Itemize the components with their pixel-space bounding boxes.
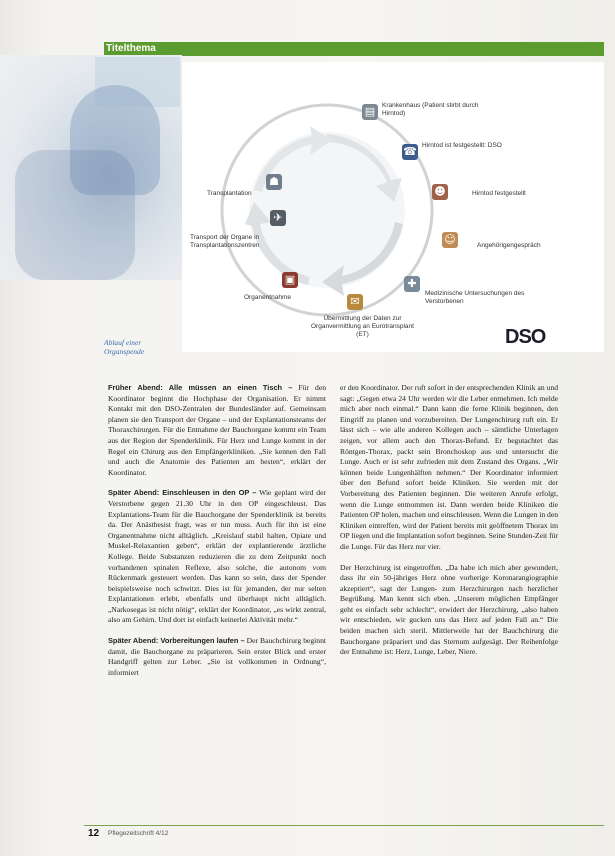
organ-donation-cycle-diagram <box>182 62 604 352</box>
footer-rule <box>84 825 604 826</box>
dso-logo: DSO <box>505 326 546 348</box>
surgeon-photo <box>0 55 182 280</box>
section-title: Titelthema <box>106 43 156 54</box>
paragraph-heading: Früher Abend: Alle müssen an einen Tisch – <box>108 383 293 392</box>
diagram-step-label: Angehörigengespräch <box>477 242 541 249</box>
paragraph-text: Für den Koordinator beginnt die Hochphase der Organisation. Er nimmt Kontakt mit den DSO-Zentralen der Bundesländer auf. Gemeinsam planen sie den Transport der Organe – und der Explantationsteams der Thoraxchirurgen. Für die Entnahme der Bauchorgane kommt ein Team aus der Region der Spenderklinik. Für Herz und Lunge kommt in der Regel ein Chirurg aus den Empfängerkliniken. „Sie kennen den Fall und auch die Anatomie des Patienten am besten“, erklärt der Koordinator. <box>108 383 326 477</box>
data-transfer-icon: ✉ <box>347 294 363 310</box>
hospital-icon: ▤ <box>362 104 378 120</box>
diagram-step-label: Medizinische Untersuchungen des Verstorbenen <box>425 290 525 306</box>
article-paragraph: er den Koordinator. Der ruft sofort in der entsprechenden Klinik an und sagt: „Gegen etwa 24 Uhr werden wir die Leber entnehmen. Ich melde mich aber noch einmal.“ Dann kann die ferne Klinik beginnen, den Eingriff zu planen und vorzubereiten. Der Lungenchirurg ruft ein. Er lässt sich – wie alle anderen Kollegen auch – sämtliche Unterlagen zeigen, vor allem auch den Thorax-Befund. Er begutachtet das Röntgen-Thorax, packt sein Bronchoskop aus und untersucht die Lunge. Auch er ist sehr zufrieden mit dem Zustand des Organs. „Wir können beide Lungenhälften nehmen.“ Der Koordinator informiert über den Befund sofort beide Kliniken. Sie werden mit der Vorbereitung des Patienten beginnen. Die weiteren Anrufe erfolgt, wenn die Lunge entnommen ist. Dann werden beide Kliniken die Patienten OP holen, machen und einschleusen. Wenn die Lungen in den Kliniken eintreffen, wird der Patient bereits mit geöffnetem Thorax im OP liegen und die Implantation sofort beginnen. Seine Stunden-Zeit für die Lunge. Für das Herz nur vier. <box>340 383 558 551</box>
diagram-step-label: Übermittlung der Daten zur Organvermittlung an Eurotransplant (ET) <box>311 315 414 339</box>
doctors-icon: ☻ <box>432 184 448 200</box>
diagram-step-label: Transplantation <box>207 190 252 197</box>
diagram-step-label: Hirntod festgestellt <box>472 190 526 197</box>
diagram-step-label: Organentnahme <box>244 294 291 301</box>
journal-footer: Pflegezeitschrift 4/12 <box>108 830 169 837</box>
article-paragraph <box>108 636 326 678</box>
transplantation-icon: ☗ <box>266 174 282 190</box>
article-paragraph <box>108 383 326 478</box>
figure-caption: Ablauf einer Organspende <box>104 338 145 356</box>
page-number: 12 <box>88 828 100 839</box>
diagram-step-label: Hirntod ist festgestellt: DSO <box>422 142 502 149</box>
relatives-icon: ☺ <box>442 232 458 248</box>
paragraph-heading: Später Abend: Einschleusen in den OP – <box>108 488 257 498</box>
examination-icon: ✚ <box>404 276 420 292</box>
article-paragraph <box>108 488 326 626</box>
diagram-step-label: Transport der Organe in Transplantationszentren <box>190 234 260 250</box>
article-paragraph: Der Herzchirurg ist eingetroffen. „Da habe ich mich aber gewundert, dass ihr ein 50-jähriges Herz ohne vorherige Koronarangiographie akzeptiert“, sagt der Lungen- zum Herzchirurgen nach herzlicher Begrüßung. Man kennt sich eben. „Unserem möglichen Empfänger geht es einfach sehr schlecht“, erwidert der Herzchirurg, „also haben wir entschieden, wir gucken uns das Herz auf jeden Fall an.“ Die beiden machen sich steril. Mittlerweile hat der Bauchchirurg die Bauchorgane präpariert und das Sternum aufgesägt. Der Reihenfolge der Entnahme ist: Herz, Lunge, Leber, Niere. <box>340 562 558 657</box>
diagram-step-label: Krankenhaus (Patient stirbt durch Hirntod) <box>382 102 479 118</box>
article-column-left <box>108 383 326 688</box>
paragraph-heading: Später Abend: Vorbereitungen laufen – <box>108 636 245 646</box>
article-column-right <box>340 383 558 668</box>
transport-icon: ✈ <box>270 210 286 226</box>
paragraph-text: Wie geplant wird der Verstorbene gegen 21.30 Uhr in den OP eingeschleust. Das Explantations-Team für die Bauchorgane der Spenderklinik ist bereits da. Der Anästhesist fragt, was er tun muss. Auch für ihn ist eine Organentnahme nicht alltäglich. „Kreislauf stabil halten, Opiate und Muskel-Relaxantien geben“, erklärt der explantierende ärztliche Kollege. Beide Substanzen reduzieren die zu dem Zeitpunkt noch vorhandenen spinalen Reflexe, also solche, die autonom vom Rückenmark gesteuert werden. Das kann so sein, dass der Spender beispielsweise noch schwitzt. Dies ist für jemanden, der nur selten Explantationen erlebt, ebenfalls und überhaupt nicht alltäglich. „Narkosegas ist nicht nötig“, erklärt der Koordinator, „es wirkt zentral, also am Gehirn. Und dort ist einfach keinerlei Aktivität mehr.“ <box>108 488 326 625</box>
organ-removal-icon: ▣ <box>282 272 298 288</box>
paragraph-text: Der Bauchchirurg beginnt damit, die Bauchorgane zu präparieren. Sein erster Blick und erster Handgriff gelten zur Leber. „Sie ist vollkommen in Ordnung“, informiert <box>108 636 326 677</box>
section-header-bar <box>104 42 604 56</box>
phone-icon: ☎ <box>403 145 417 158</box>
